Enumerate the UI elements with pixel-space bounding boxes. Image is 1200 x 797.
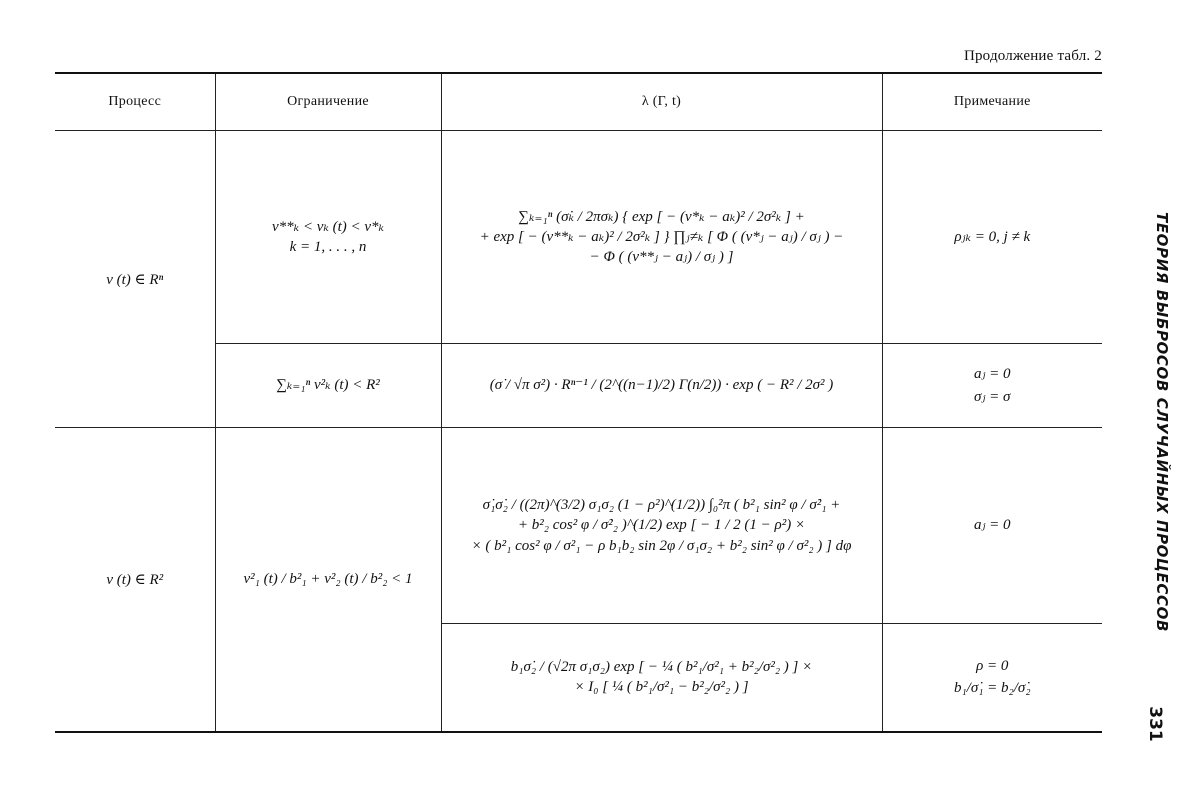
page-number-box [1130,700,1180,750]
table-row [55,428,1102,624]
table-row [55,131,1102,344]
constraint-line-1: v**ₖ < vₖ (t) < v*ₖ [271,218,385,235]
lambda-line-3: − Φ ( (v**ⱼ − aⱼ) / σⱼ ) ] [589,249,734,266]
constraint-cell-3 [215,428,441,732]
process-cell-rn [55,131,215,428]
process-r2: v (t) ∈ R² [106,571,164,588]
header-lambda: λ (Γ, t) [441,73,882,131]
lambda-3-line-3: × ( b²₁ cos² φ / σ²₁ − ρ b₁b₂ sin 2φ / σ₁σ₂ + b²₂ sin² φ / σ²₂ ) ] dφ [471,537,852,554]
lambda-cell-4 [441,624,882,732]
constraint-cell-2 [215,344,441,428]
constraint-line-2: k = 1, . . . , n [289,239,367,255]
running-head-vertical [1152,210,1172,632]
note-cell-1 [882,131,1102,344]
header-note: Примечание [882,73,1102,131]
note-1: ρⱼₖ = 0, j ≠ k [954,228,1031,245]
table-continuation-label: Продолжение табл. 2 [963,48,1102,64]
note-cell-4 [882,624,1102,732]
table-header-row [55,73,1102,131]
constraint-cell-1 [215,131,441,344]
formula-table [55,72,1102,733]
lambda-cell-2 [441,344,882,428]
running-head-text: ТЕОРИЯ ВЫБРОСОВ СЛУЧАЙНЫХ ПРОЦЕССОВ [1153,212,1171,632]
note-2-line-2: σⱼ = σ [974,388,1011,405]
lambda-3-line-1: σ̇₁σ̇₂ / ((2π)^(3/2) σ₁σ₂ (1 − ρ²)^(1/2)) ∫₀²π ( b²₁ sin² φ / σ̇²₁ + [482,497,841,514]
lambda-line-2: + exp [ − (v**ₖ − aₖ)² / 2σ²ₖ ] } ∏ⱼ≠ₖ [ Φ ( (v*ⱼ − aⱼ) / σⱼ ) − [479,228,844,245]
header-process: Процесс [55,73,215,131]
note-cell-3 [882,428,1102,624]
note-2-line-1: aⱼ = 0 [973,366,1011,382]
lambda-cell-1 [441,131,882,344]
note-3: aⱼ = 0 [973,517,1011,534]
lambda-3-line-2: + b²₂ cos² φ / σ̇²₂ )^(1/2) exp [ − 1 / 2 (1 − ρ²) × [517,517,806,534]
page-number: 331 [1145,706,1165,742]
process-rn: v (t) ∈ Rⁿ [106,271,164,288]
lambda-line-1: ∑ₖ₌₁ⁿ (σ̇ₖ / 2πσₖ) { exp [ − (v*ₖ − aₖ)² / 2σ²ₖ ] + [518,208,805,225]
note-4-line-1: ρ = 0 [976,657,1009,674]
lambda-cell-3 [441,428,882,624]
process-cell-r2 [55,428,215,732]
lambda-formula-2: (σ̇ / √π σ²) · Rⁿ⁻¹ / (2^((n−1)/2) Γ(n/2)) · exp ( − R² / 2σ² ) [489,377,834,394]
note-cell-2 [882,344,1102,428]
header-constraint: Ограничение [215,73,441,131]
constraint-sum: ∑ₖ₌₁ⁿ v²ₖ (t) < R² [276,377,380,394]
note-4-line-2: b₁/σ̇₁ = b₂/σ̇₂ [953,680,1031,697]
lambda-4-line-2: × I₀ [ ¼ ( b²₁/σ²₁ − b²₂/σ²₂ ) ] [574,679,749,696]
lambda-4-line-1: b₁σ̇₂ / (√2π σ₁σ₂) exp [ − ¼ ( b²₁/σ²₁ + b²₂/σ²₂ ) ] × [510,659,813,675]
constraint-ellipse: v²₁ (t) / b²₁ + v²₂ (t) / b²₂ < 1 [243,571,413,588]
